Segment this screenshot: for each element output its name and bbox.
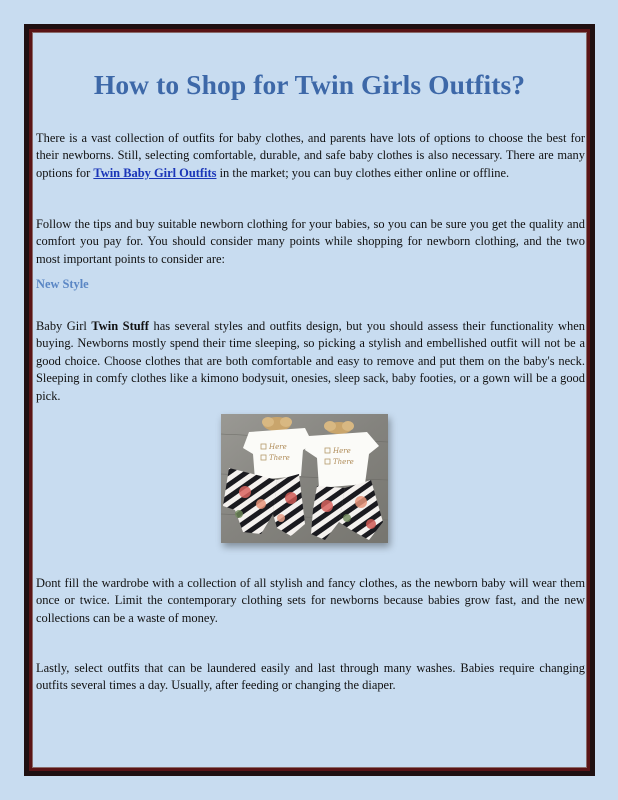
page-frame [24, 24, 595, 776]
paragraph-wardrobe: Dont fill the wardrobe with a collection of all stylish and fancy clothes, as the newborn baby will wear them once or twice. Limit the contemporary clothing sets for newborns because babies grow fast, and the new collections can be a waste of money. [36, 576, 585, 625]
paragraph-style [36, 318, 585, 405]
svg-text:Here: Here [269, 443, 287, 451]
page-content [32, 32, 587, 768]
style-text-end: has several styles and outfits design, but you should assess their functionality when buying. Newborns mostly spend their time sleeping, so picking a stylish and embellished outfit will not be a good choice. Choose clothes that are both comfortable and easy to remove and put them on the baby's neck. Sleeping in comfy clothes like a kimono bodysuit, onesies, sleep sack, baby footies, or a gown will be a good pick. [36, 319, 585, 403]
twin-baby-girl-outfits-link[interactable]: Twin Baby Girl Outfits [93, 165, 217, 180]
style-text-start: Baby Girl [36, 319, 92, 333]
page-frame-border [29, 29, 590, 771]
paragraph-intro [36, 130, 585, 182]
svg-text:Here: Here [333, 447, 351, 455]
paragraph-laundry: Lastly, select outfits that can be laundered easily and last through many washes. Babies require changing outfits several times a day. Usually, after feeding or changing the diaper. [36, 661, 585, 693]
twin-stuff-bold: Twin Stuff [91, 319, 149, 333]
page-title: How to Shop for Twin Girls Outfits? [93, 69, 526, 100]
paragraph-tips: Follow the tips and buy suitable newborn clothing for your babies, so you can be sure you get the quality and comfort you pay for. You should consider many points while shopping for newborn clothing, and the two most important points to consider are: [36, 217, 585, 266]
intro-text-start: There is a vast collection of outfits for baby clothes, and parents have lots of options to choose the best for their newborns. Still, selecting comfortable, durable, and safe baby clothes is also necessary. There are many options for [36, 131, 585, 180]
section-heading-new-style: New Style [36, 277, 89, 291]
twin-outfits-image [221, 414, 388, 543]
twin-outfits-photo [221, 414, 388, 543]
svg-text:There: There [333, 458, 354, 466]
svg-text:There: There [269, 454, 290, 462]
intro-text-end: in the market; you can buy clothes either online or offline. [216, 165, 510, 180]
